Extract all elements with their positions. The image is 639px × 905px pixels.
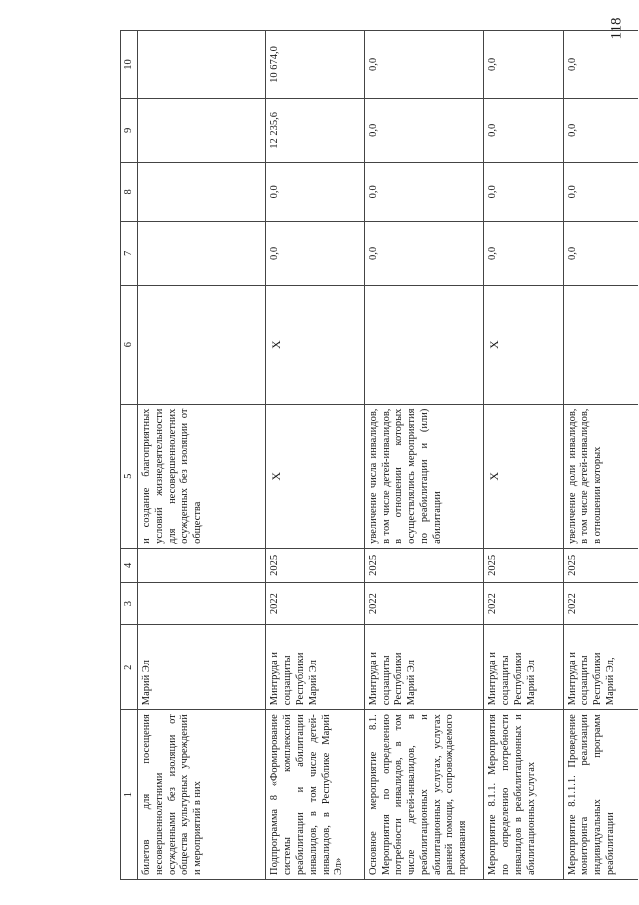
cell-name: билетов для посещения несовершеннолетними осужденными без изоляции от общества культурных учреждений и мероприятий в них <box>138 710 266 880</box>
column-header: 4 <box>121 548 138 582</box>
table-row <box>138 31 266 880</box>
cell-value-10: 0,0 <box>563 31 638 99</box>
cell-name: Мероприятие 8.1.1.1. Проведение мониторинга реализации индивидуальных программ реабилитации <box>563 710 638 880</box>
cell-value-7: 0,0 <box>266 222 364 286</box>
cell-start-year: 2022 <box>563 582 638 624</box>
program-table-sheet <box>120 30 638 880</box>
cell-value-10: 0,0 <box>484 31 563 99</box>
cell-result: X <box>266 404 364 548</box>
program-table <box>120 30 638 880</box>
cell-name: Подпрограмма 8 «Формирование системы комплексной реабилитации и абилитации инвалидов, в том числе детей-инвалидов, в Республике Марий Эл» <box>266 710 364 880</box>
cell-value-8: 0,0 <box>364 162 484 221</box>
cell-end-year: 2025 <box>563 548 638 582</box>
column-number-row <box>121 31 138 880</box>
cell-value-8: 0,0 <box>484 162 563 221</box>
cell-indicator: X <box>266 285 364 404</box>
column-header: 7 <box>121 222 138 286</box>
cell-value-8: 0,0 <box>266 162 364 221</box>
cell-executor: Марий Эл <box>138 625 266 710</box>
cell-value-7: 0,0 <box>563 222 638 286</box>
cell-value-9: 12 235,6 <box>266 98 364 162</box>
table-row <box>563 31 638 880</box>
cell-result: и создание благоприятных условий жизнедеятельности для несовершеннолетних осужденных без изоляции от общества <box>138 404 266 548</box>
cell-value-8: 0,0 <box>563 162 638 221</box>
column-header: 2 <box>121 625 138 710</box>
cell-value-9: 0,0 <box>563 98 638 162</box>
cell-value-10: 0,0 <box>364 31 484 99</box>
cell-start-year: 2022 <box>266 582 364 624</box>
cell-executor: Минтруда и соцзащиты Республики Марий Эл, <box>563 625 638 710</box>
cell-executor: Минтруда и соцзащиты Республики Марий Эл <box>364 625 484 710</box>
cell-value-7 <box>138 222 266 286</box>
cell-start-year: 2022 <box>364 582 484 624</box>
cell-executor: Минтруда и соцзащиты Республики Марий Эл <box>266 625 364 710</box>
cell-result: увеличение числа инвалидов, в том числе детей-инвалидов, в отношении которых осуществлялись мероприятия по реабилитации и (или) абилитации <box>364 404 484 548</box>
cell-result: X <box>484 404 563 548</box>
table-row <box>364 31 484 880</box>
column-header: 10 <box>121 31 138 99</box>
column-header: 9 <box>121 98 138 162</box>
cell-value-10 <box>138 31 266 99</box>
cell-value-9 <box>138 98 266 162</box>
column-header: 6 <box>121 285 138 404</box>
column-header: 8 <box>121 162 138 221</box>
cell-value-7: 0,0 <box>484 222 563 286</box>
cell-executor: Минтруда и соцзащиты Республики Марий Эл <box>484 625 563 710</box>
cell-end-year: 2025 <box>364 548 484 582</box>
cell-result: увеличение доли инвалидов, в том числе детей-инвалидов, в отношении которых <box>563 404 638 548</box>
table-row <box>266 31 364 880</box>
column-header: 5 <box>121 404 138 548</box>
cell-value-7: 0,0 <box>364 222 484 286</box>
table-row <box>484 31 563 880</box>
cell-name: Мероприятие 8.1.1. Мероприятия по определению потребности инвалидов в реабилитационных и абилитационных услугах <box>484 710 563 880</box>
cell-end-year: 2025 <box>484 548 563 582</box>
cell-indicator <box>563 285 638 404</box>
cell-indicator: X <box>484 285 563 404</box>
cell-name: Основное мероприятие 8.1. Мероприятия по определению потребности инвалидов, в том числе детей-инвалидов, в реабилитационных и абилитационных услугах, услугах ранней помощи, сопровождаемого проживания <box>364 710 484 880</box>
cell-value-10: 10 674,0 <box>266 31 364 99</box>
cell-value-8 <box>138 162 266 221</box>
cell-start-year <box>138 582 266 624</box>
cell-start-year: 2022 <box>484 582 563 624</box>
column-header: 1 <box>121 710 138 880</box>
cell-end-year <box>138 548 266 582</box>
cell-indicator <box>138 285 266 404</box>
column-header: 3 <box>121 582 138 624</box>
cell-end-year: 2025 <box>266 548 364 582</box>
page-number: 118 <box>608 17 625 40</box>
cell-value-9: 0,0 <box>484 98 563 162</box>
cell-indicator <box>364 285 484 404</box>
cell-value-9: 0,0 <box>364 98 484 162</box>
